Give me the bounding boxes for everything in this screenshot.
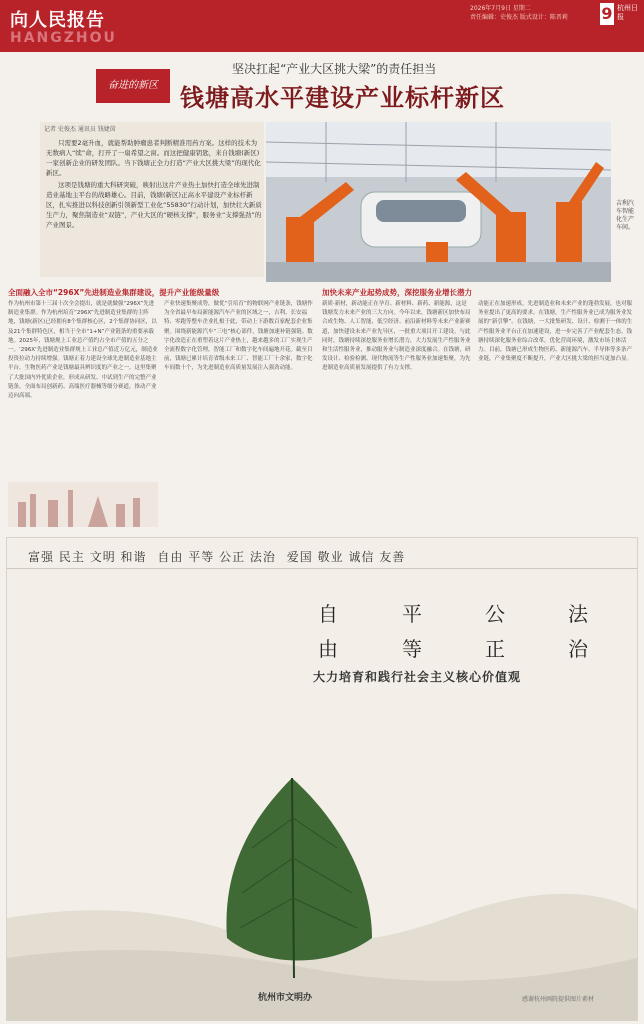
- value-2: 民主: [58, 550, 85, 564]
- image-credit: 感谢杭州画院提供图片素材: [522, 996, 595, 1003]
- newspaper-logo: 杭州日报: [617, 4, 638, 21]
- factory-photo: [266, 122, 611, 282]
- page-number: 9: [601, 4, 613, 23]
- headline: 钱塘高水平建设产业标杆新区: [180, 83, 505, 112]
- kicker: 坚决扛起“产业大区挑大梁”的责任担当: [232, 62, 437, 76]
- editor-credit: 责任编辑：史俊杰 版式设计：陈晋莉: [470, 14, 568, 21]
- char-top-4: 法: [568, 602, 588, 626]
- lede-text: [46, 138, 262, 230]
- char-bottom-3: 正: [485, 637, 505, 661]
- issue-meta: [470, 4, 580, 22]
- value-5: 自由: [157, 550, 184, 564]
- value-1: 富强: [28, 550, 55, 564]
- text-column-2: 产业快速集聚成势，做优“引培育”的物联网产业链条，钱塘作为全省最早布局新能源汽车产业的区域之一，吉利、长安福特、零跑等整车企业扎根于此，带动上下游数百家配套企业集聚。围绕新能源汽车“三电”核心部件，钱塘加速补链强链。数字化改造正在重塑着这片产业热土，越来越多的工厂实现生产全流程数字化管理，智能工厂和数字化车间遍地开花。截至目前，钱塘已累计培育省级未来工厂、智能工厂十余家，数字化车间数十个，为先进制造业高质量发展注入强劲动能。: [164, 301, 313, 372]
- value-8: 法治: [249, 550, 276, 564]
- section-head-right: 加快未来产业起势成势，深挖服务业增长潜力: [322, 288, 472, 297]
- text-column-1: 作为杭州市第十三届十次全会提出，就是就做强“296X”先进制造业集群。作为杭州培育“296X”先进制造业集群的主阵地，钱塘(新区)已经拥有8个集群核心区，2个集群协同区，以及21个集群特色区，相当于全市“1+N”产业链条的重要承载地。2025年，钱塘规上工业总产值约占全市产值的五分之一。‘296X’先进制造业集群规上工业总产值近万亿元，制造业投资拉动力持续增强。钱塘正着力建设全球先进制造业基地主平台。生物医药产业是钱塘最具辨识度的产业之一，这里集聚了大批国内外优质企业，形成从研发、中试到生产的完整产业链条。全面布局创新药、高端医疗器械等细分赛道，推动产业迈向高端。: [8, 301, 158, 400]
- text-column-3: 新质·新材，新动能正在孕育。新材料、新药、新能源，这是钱塘发力未来产业的三大方向。今年以来，钱塘新区加快布局合成生物、人工智能、低空经济、前沿新材料等未来产业新赛道，加快建设未来产业先导区，一批重大项目开工建设。与此同时，钱塘持续深挖服务业增长潜力，大力发展生产性服务业和生活性服务业，推动服务业与制造业深度融合。在钱塘，研发设计、检验检测、现代物流等生产性服务业加速集聚，为先进制造业高质量发展提供了有力支撑。: [322, 301, 471, 372]
- char-top-3: 公: [485, 602, 505, 626]
- char-top-1: 自: [318, 602, 338, 626]
- section-title: 向人民报告: [10, 10, 105, 31]
- lede-paragraph-2: 这项是钱塘的重大科研突破，映射出这片产业热土加快打造全球先进制造业基地主平台的战略雄心。目前，钱塘(新区)正高水平建设产业标杆新区，扎实推进以科技创新引领新型工业化“55830”行动计划，加快壮大新质生产力，聚焦制造业“双链”，产业大区的“硬核支撑”，服务业“支撑强劲”的产业图景。: [46, 181, 262, 229]
- char-bottom-4: 治: [568, 637, 588, 661]
- value-7: 公正: [219, 550, 246, 564]
- section-title-en: HANGZHOU: [10, 30, 117, 46]
- column-badge: 奋进的新区: [96, 69, 170, 103]
- char-bottom-1: 由: [318, 637, 338, 661]
- value-11: 诚信: [348, 550, 375, 564]
- issue-date: 2026年7月9日 星期二: [470, 5, 531, 12]
- char-bottom-2: 等: [402, 637, 422, 661]
- photo-caption: 吉利汽车智能化生产车间。: [616, 200, 635, 231]
- issuer-office: 杭州市文明办: [258, 993, 313, 1003]
- value-4: 和谐: [120, 550, 147, 564]
- value-3: 文明: [89, 550, 116, 564]
- value-10: 敬业: [317, 550, 344, 564]
- char-top-2: 平: [402, 602, 422, 626]
- value-9: 爱国: [286, 550, 313, 564]
- banner-slogan: 大力培育和践行社会主义核心价值观: [313, 670, 522, 684]
- value-6: 平等: [188, 550, 215, 564]
- section-head-left: 全面融入全市“296X”先进制造业集群建设，提升产业能级量级: [8, 288, 220, 297]
- masthead: [0, 0, 644, 52]
- text-column-4: 动能正在加速形成。先进制造业和未来产业的蓬勃发展，也对服务业提出了更高的要求。在钱塘，生产性服务业已成为服务业发展的“新引擎”。在钱塘，一大批集研发、设计、检测于一体的生产性服务业平台正在加速建设，进一步完善了产业配套生态。钱塘持续深化服务业综合改革，优化营商环境，激发市场主体活力。目前，钱塘已形成生物医药、新能源汽车、半导体等多条产业链，产业集聚度不断提升，产业大区挑大梁的担当更加凸显。: [478, 301, 633, 363]
- city-skyline-illustration: [8, 482, 158, 527]
- value-12: 友善: [379, 550, 406, 564]
- lede-paragraph-1: 只需要2毫升血，就能帮助肿瘤患者判断精准用药方案。这样的技术为无数病人“续”命，打开了一扇希望之窗。而这把健康钥匙，来自钱塘(新区)一家创新企业的研发团队。当下钱塘正全力打造“产业大区挑大梁”的现代化新区。: [46, 139, 261, 177]
- core-values-row: [28, 548, 405, 565]
- bylines: 记者 史俊杰 通讯员 钱婕茵: [44, 126, 116, 133]
- robot-arms-illustration: [266, 122, 611, 282]
